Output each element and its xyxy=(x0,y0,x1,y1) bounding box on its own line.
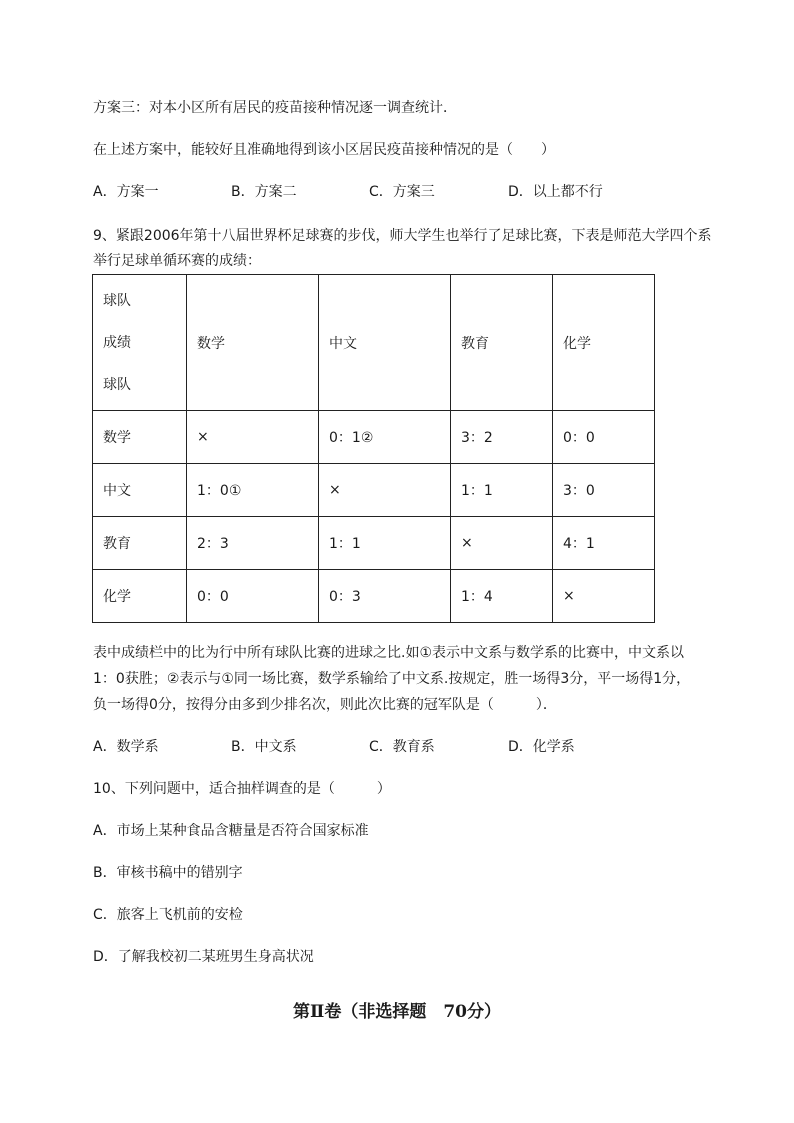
q9-stem-line2: 举行足球单循环赛的成绩： xyxy=(93,253,261,269)
table-cell: 1：0① xyxy=(187,464,319,517)
q10-stem: 10、下列问题中，适合抽样调查的是（ ） xyxy=(93,781,391,797)
column-header: 数学 xyxy=(187,275,319,411)
table-cell: × xyxy=(319,464,451,517)
column-header: 中文 xyxy=(319,275,451,411)
q9-option-c: C．教育系 xyxy=(369,739,435,755)
table-row xyxy=(93,464,655,517)
column-header: 化学 xyxy=(553,275,655,411)
q10-option-c: C．旅客上飞机前的安检 xyxy=(93,907,243,923)
row-header: 化学 xyxy=(93,570,187,623)
column-header: 教育 xyxy=(451,275,553,411)
table-cell: × xyxy=(187,411,319,464)
table-cell: 3：0 xyxy=(553,464,655,517)
table-corner-cell xyxy=(93,275,187,411)
corner-label-team-top: 球队 xyxy=(103,292,131,309)
row-header: 中文 xyxy=(93,464,187,517)
q9-stem-line1: 9、紧跟2006年第十八届世界杯足球赛的步伐，师大学生也举行了足球比赛，下表是师范大学四个系 xyxy=(93,228,712,244)
table-cell: 0：3 xyxy=(319,570,451,623)
q9-option-d: D．化学系 xyxy=(508,739,575,755)
row-header: 数学 xyxy=(93,411,187,464)
corner-label-score: 成绩 xyxy=(103,334,131,351)
q10-option-b: B．审核书稿中的错别字 xyxy=(93,865,243,881)
table-cell: × xyxy=(553,570,655,623)
q8-plan3: 方案三：对本小区所有居民的疫苗接种情况逐一调查统计． xyxy=(93,100,457,116)
q9-option-b: B．中文系 xyxy=(231,739,297,755)
q8-option-a: A．方案一 xyxy=(93,184,159,200)
table-cell: 1：1 xyxy=(319,517,451,570)
q9-note-line2: 1：0获胜；②表示与①同一场比赛，数学系输给了中文系.按规定，胜一场得3分，平一场得1分， xyxy=(93,671,691,687)
row-header: 教育 xyxy=(93,517,187,570)
table-cell: 1：1 xyxy=(451,464,553,517)
q9-option-a: A．数学系 xyxy=(93,739,159,755)
q8-option-b: B．方案二 xyxy=(231,184,297,200)
table-cell: 1：4 xyxy=(451,570,553,623)
q10-option-a: A．市场上某种食品含糖量是否符合国家标准 xyxy=(93,823,369,839)
table-header-row xyxy=(93,275,655,411)
table-cell: × xyxy=(451,517,553,570)
table-cell: 2：3 xyxy=(187,517,319,570)
score-table xyxy=(92,274,655,623)
table-row xyxy=(93,570,655,623)
table-cell: 3：2 xyxy=(451,411,553,464)
table-row xyxy=(93,517,655,570)
section-title: 第Ⅱ卷（非选择题 70分） xyxy=(293,1002,501,1022)
q8-stem: 在上述方案中，能较好且准确地得到该小区居民疫苗接种情况的是（ ） xyxy=(93,142,555,158)
q10-option-d: D．了解我校初二某班男生身高状况 xyxy=(93,949,314,965)
q9-note-line3: 负一场得0分，按得分由多到少排名次，则此次比赛的冠军队是（ ）． xyxy=(93,697,557,713)
table-row xyxy=(93,411,655,464)
table-cell: 4：1 xyxy=(553,517,655,570)
q9-note-line1: 表中成绩栏中的比为行中所有球队比赛的进球之比.如①表示中文系与数学系的比赛中，中文系以 xyxy=(93,645,684,661)
table-cell: 0：0 xyxy=(187,570,319,623)
corner-label-team-bottom: 球队 xyxy=(103,376,131,393)
q8-option-c: C．方案三 xyxy=(369,184,435,200)
table-cell: 0：0 xyxy=(553,411,655,464)
table-cell: 0：1② xyxy=(319,411,451,464)
q8-option-d: D．以上都不行 xyxy=(508,184,603,200)
